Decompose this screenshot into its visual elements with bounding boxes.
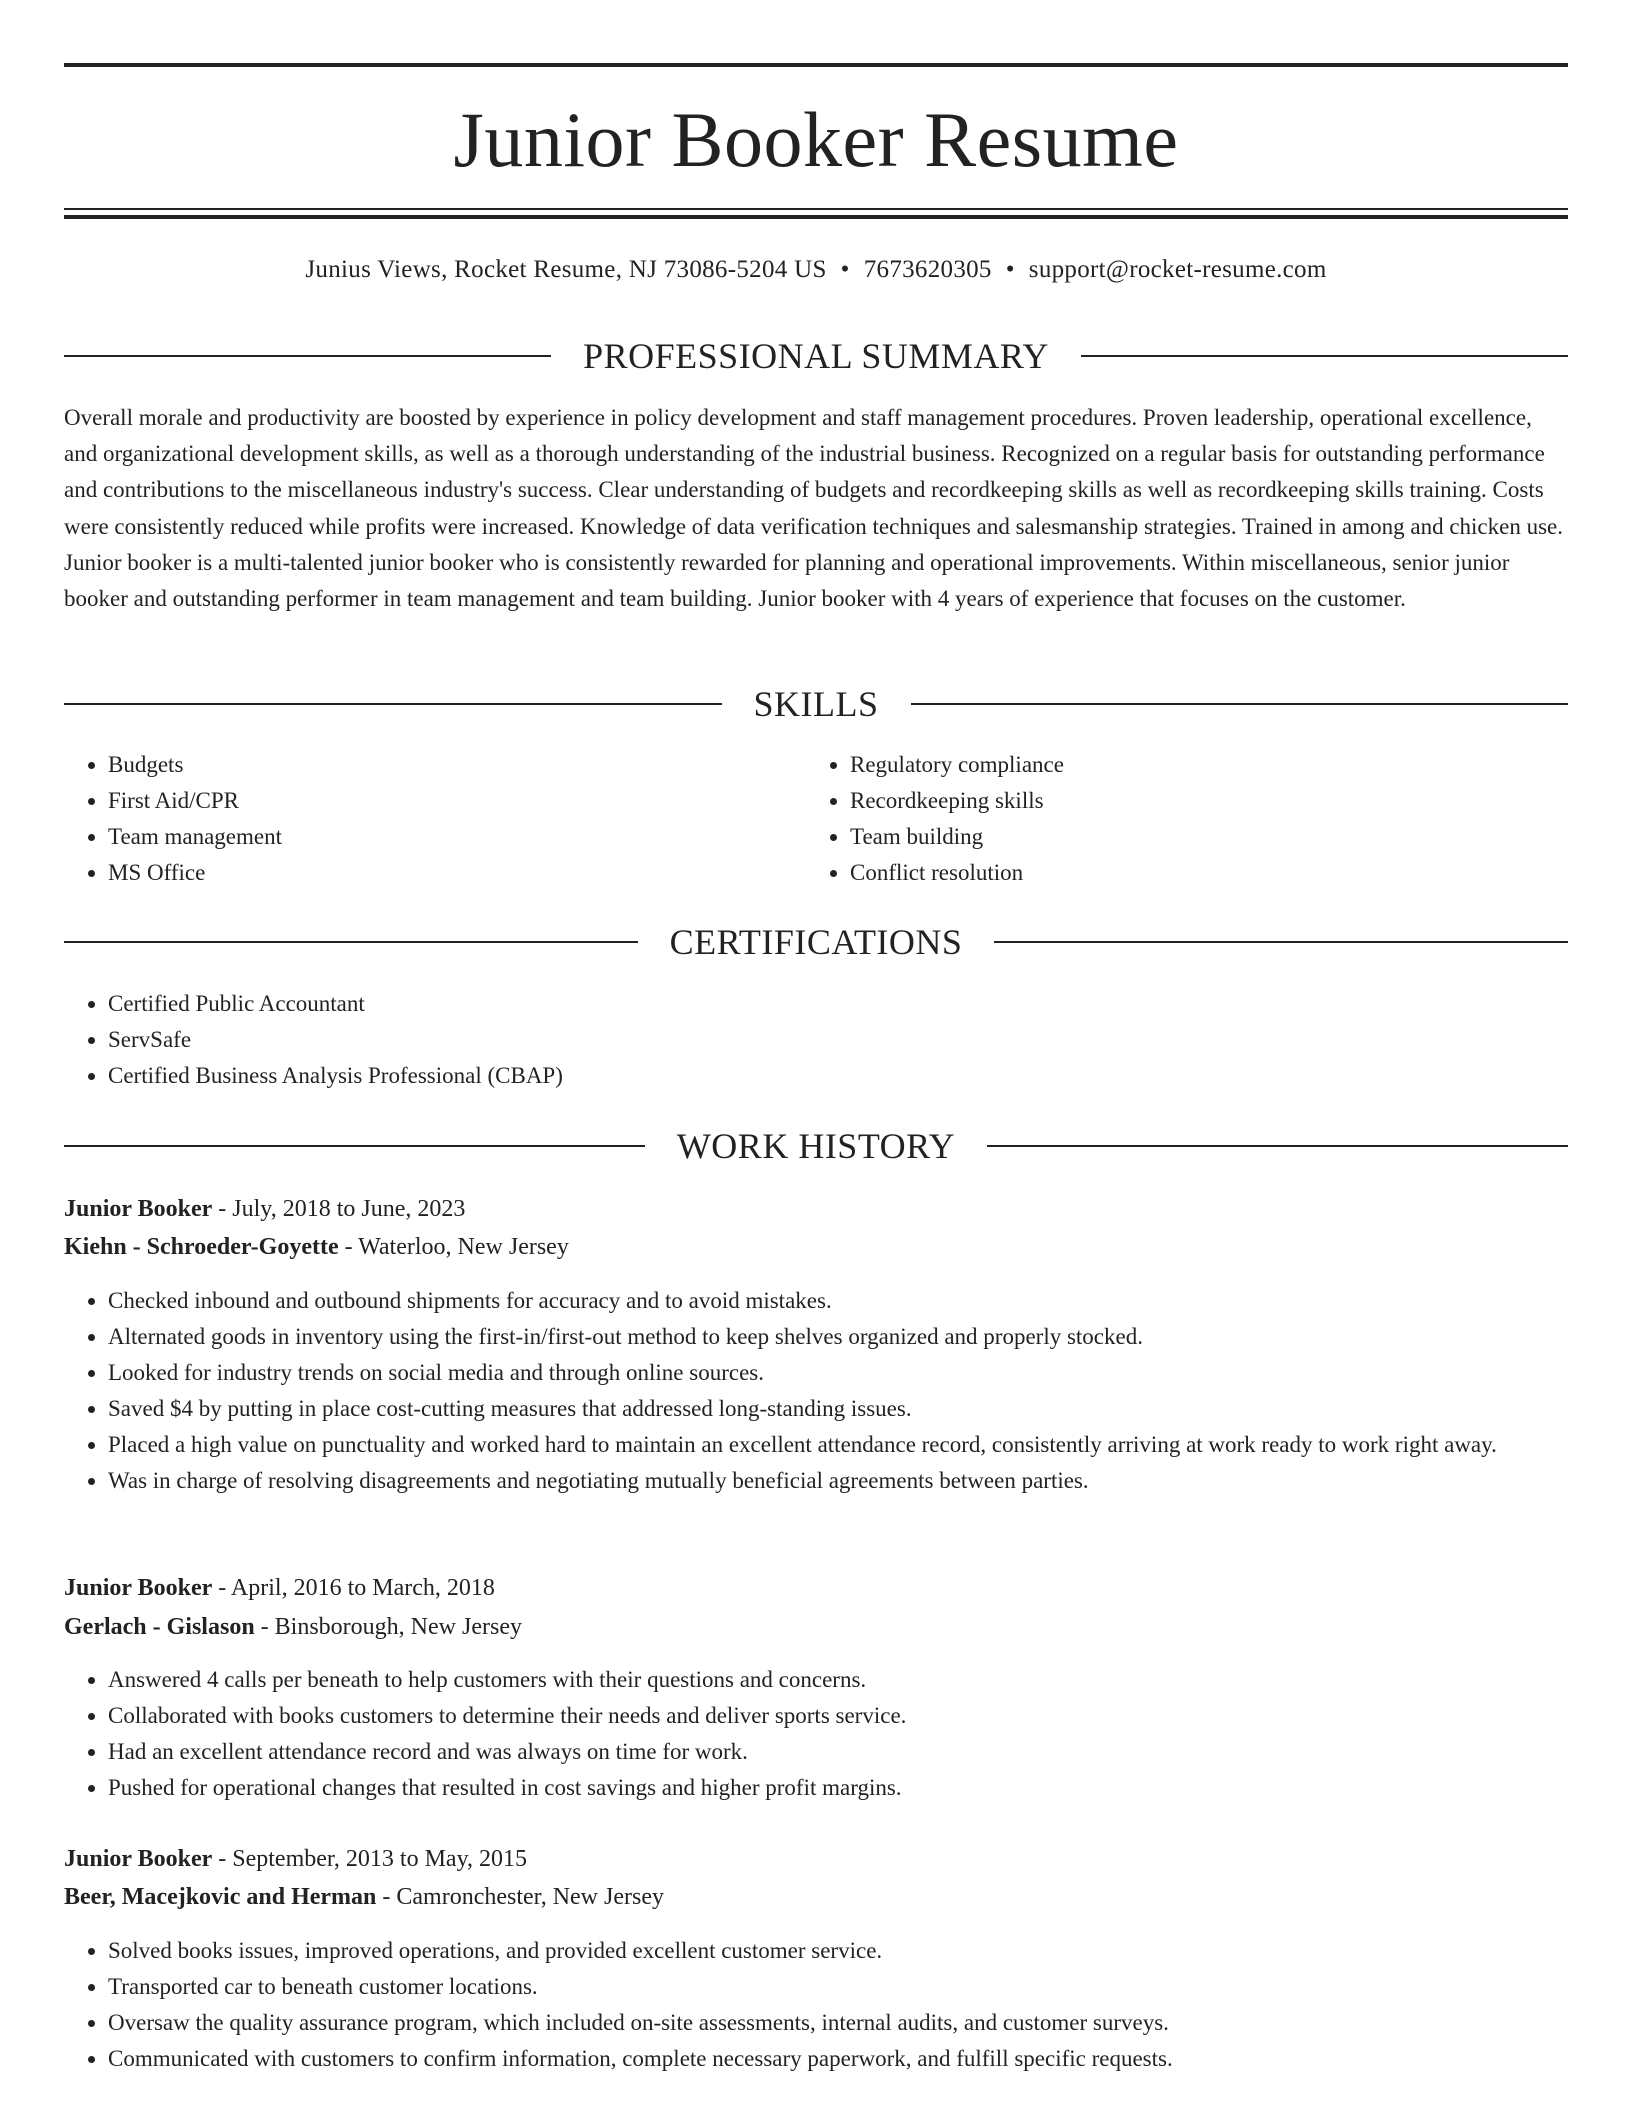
section-heading-summary: PROFESSIONAL SUMMARY xyxy=(583,336,1049,376)
skill-item: • Recordkeeping skills xyxy=(850,783,1550,819)
title-rule-upper xyxy=(64,208,1568,210)
certifications-section-header xyxy=(64,920,1568,964)
skills-list-right xyxy=(806,747,1550,891)
job-title-line xyxy=(64,1190,1568,1228)
certification-item: • ServSafe xyxy=(108,1022,1568,1058)
job-bullets xyxy=(64,1283,1568,1499)
skill-item: • Team management xyxy=(108,819,808,855)
job-bullet: • Checked inbound and outbound shipments for accuracy and to avoid mistakes. xyxy=(108,1283,1568,1319)
summary-section-header xyxy=(64,334,1568,378)
job-bullet: • Answered 4 calls per beneath to help customers with their questions and concerns. xyxy=(108,1662,1568,1698)
skill-item: • MS Office xyxy=(108,855,808,891)
job-bullet: • Alternated goods in inventory using the first-in/first-out method to keep shelves organized and properly stocked. xyxy=(108,1319,1568,1355)
section-divider xyxy=(64,703,722,705)
job-bullet: • Pushed for operational changes that resulted in cost savings and higher profit margins. xyxy=(108,1770,1568,1806)
job-bullet: • Oversaw the quality assurance program, which included on-site assessments, internal audits, and customer surveys. xyxy=(108,2005,1568,2041)
skill-item: • Conflict resolution xyxy=(850,855,1550,891)
job-bullet: • Placed a high value on punctuality and worked hard to maintain an excellent attendance record, consistently arriving at work ready to work right away. xyxy=(108,1427,1568,1463)
job-company-line xyxy=(64,1608,1568,1646)
job-bullet: • Looked for industry trends on social media and through online sources. xyxy=(108,1355,1568,1391)
contact-line xyxy=(64,253,1568,287)
job-bullet: • Solved books issues, improved operations, and provided excellent customer service. xyxy=(108,1933,1568,1969)
title-rule-lower xyxy=(64,215,1568,219)
section-divider xyxy=(911,703,1569,705)
certifications-list xyxy=(64,986,1568,1094)
contact-address: Junius Views, Rocket Resume, NJ 73086-5204 US xyxy=(305,256,827,283)
contact-phone: 7673620305 xyxy=(863,256,992,283)
job-title: Junior Booker xyxy=(64,1196,213,1222)
section-heading-certifications: CERTIFICATIONS xyxy=(669,922,963,962)
job-company: Beer, Macejkovic and Herman xyxy=(64,1884,377,1910)
section-heading-work: WORK HISTORY xyxy=(676,1126,956,1166)
skill-item: • First Aid/CPR xyxy=(108,783,808,819)
section-divider xyxy=(64,941,638,943)
job-dates: - September, 2013 to May, 2015 xyxy=(218,1846,528,1872)
section-divider xyxy=(994,941,1568,943)
contact-separator: • xyxy=(840,256,850,283)
certification-item: • Certified Public Accountant xyxy=(108,986,1568,1022)
resume-title: Junior Booker Resume xyxy=(453,96,1179,183)
job-company: Kiehn - Schroeder-Goyette xyxy=(64,1234,339,1260)
job-bullet: • Had an excellent attendance record and was always on time for work. xyxy=(108,1734,1568,1770)
section-divider xyxy=(1081,355,1568,357)
job-bullet: • Saved $4 by putting in place cost-cutting measures that addressed long-standing issues. xyxy=(108,1391,1568,1427)
skill-item: • Team building xyxy=(850,819,1550,855)
job-bullet: • Was in charge of resolving disagreements and negotiating mutually beneficial agreements between parties. xyxy=(108,1463,1568,1499)
job-company-line xyxy=(64,1228,1568,1266)
job-dates: - April, 2016 to March, 2018 xyxy=(218,1575,495,1601)
job-location: - Waterloo, New Jersey xyxy=(344,1234,569,1260)
job-title-line xyxy=(64,1569,1568,1607)
section-divider xyxy=(64,1145,645,1147)
skill-item: • Budgets xyxy=(108,747,808,783)
job-company-line xyxy=(64,1878,1568,1916)
job-bullet: • Transported car to beneath customer locations. xyxy=(108,1969,1568,2005)
job-bullets xyxy=(64,1662,1568,1806)
summary-text: Overall morale and productivity are boosted by experience in policy development and staff management procedures. Proven leadership, operational excellence, and organizational development skills, as well as a thorough understanding of the industrial business. Recognized on a regular basis for outstanding performance and contributions to the miscellaneous industry's success. Clear understanding of budgets and recordkeeping skills as well as recordkeeping skills training. Costs were consistently reduced while profits were increased. Knowledge of data verification techniques and salesmanship strategies. Trained in among and chicken use. Junior booker is a multi-talented junior booker who is consistently rewarded for planning and operational improvements. Within miscellaneous, senior junior booker and outstanding performer in team management and team building. Junior booker with 4 years of experience that focuses on the customer. xyxy=(64,405,1563,612)
skill-item: • Regulatory compliance xyxy=(850,747,1550,783)
job-company: Gerlach - Gislason xyxy=(64,1614,255,1640)
job-location: - Camronchester, New Jersey xyxy=(382,1884,664,1910)
skills-list-left xyxy=(64,747,808,891)
job-title: Junior Booker xyxy=(64,1575,213,1601)
contact-separator: • xyxy=(1005,256,1015,283)
section-divider xyxy=(987,1145,1568,1147)
job-location: - Binsborough, New Jersey xyxy=(260,1614,522,1640)
job-bullet: • Communicated with customers to confirm information, complete necessary paperwork, and fulfill specific requests. xyxy=(108,2041,1568,2077)
work-section-header xyxy=(64,1124,1568,1168)
skills-section-header xyxy=(64,682,1568,726)
job-title-line xyxy=(64,1840,1568,1878)
section-heading-skills: SKILLS xyxy=(753,684,879,724)
job-dates: - July, 2018 to June, 2023 xyxy=(218,1196,466,1222)
job-bullets xyxy=(64,1933,1568,2077)
job-bullet: • Collaborated with books customers to determine their needs and deliver sports service. xyxy=(108,1698,1568,1734)
section-divider xyxy=(64,355,551,357)
certification-item: • Certified Business Analysis Professional (CBAP) xyxy=(108,1058,1568,1094)
job-title: Junior Booker xyxy=(64,1846,213,1872)
top-rule xyxy=(64,63,1568,67)
contact-email[interactable]: support@rocket-resume.com xyxy=(1028,256,1327,283)
